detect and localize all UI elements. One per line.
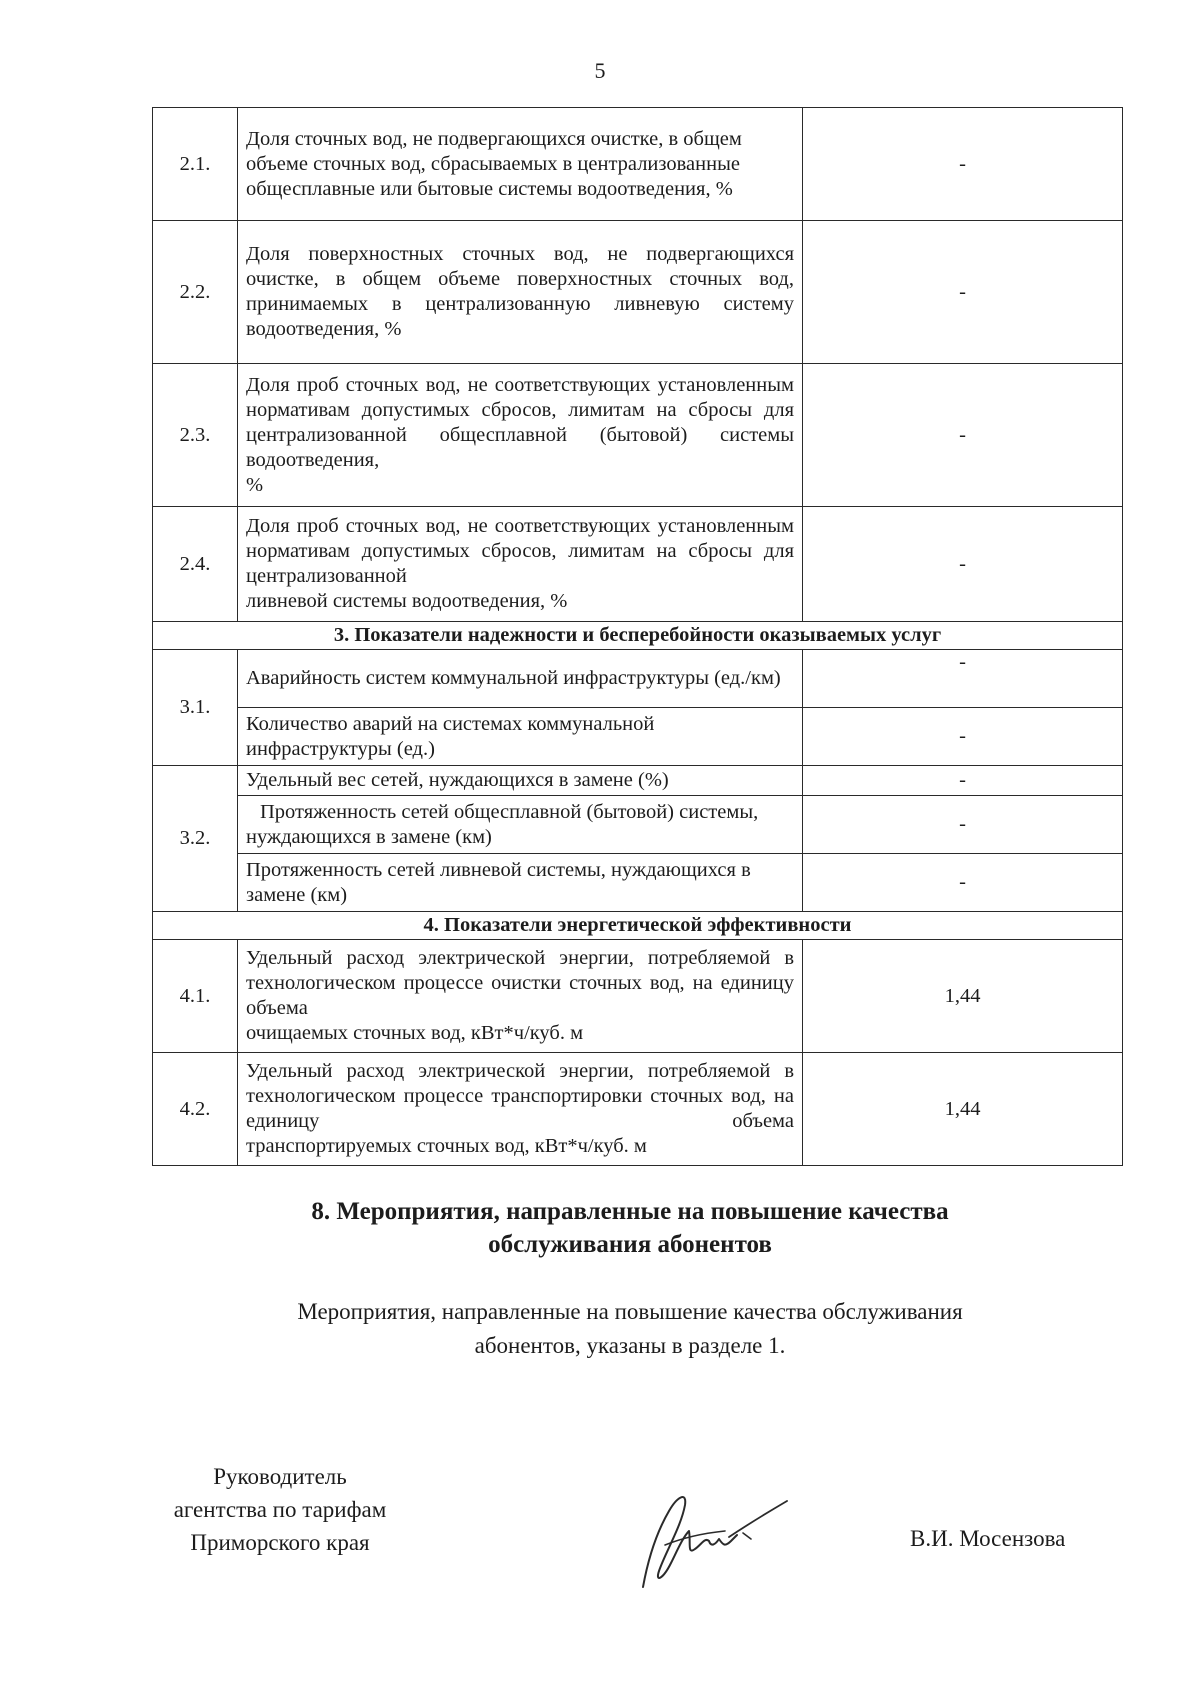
- signer-position-line: агентства по тарифам: [173, 1497, 387, 1522]
- section-header-row: [153, 912, 1123, 940]
- indicator-value: -: [803, 650, 1123, 708]
- indicator-value: -: [803, 507, 1123, 622]
- indicator-value: -: [803, 221, 1123, 364]
- indicator-name-text: Удельный расход электрической энергии, потребляемой в технологическом процессе очистки сточных вод, на единицу объема: [246, 947, 794, 1019]
- row-number: 4.2.: [153, 1053, 238, 1166]
- indicator-name: Удельный вес сетей, нуждающихся в замене (%): [238, 766, 803, 796]
- row-number: 2.3.: [153, 364, 238, 507]
- table-row: [153, 796, 1123, 854]
- signer-name: В.И. Мосензова: [910, 1526, 1066, 1551]
- indicator-name-text: Доля поверхностных сточных вод, не подвергающихся очистке, в общем объеме поверхностных сточных вод, принимаемых в централизованную ливневую систему: [246, 243, 794, 315]
- row-number: 3.2.: [153, 766, 238, 912]
- section-8-heading-line: 8. Мероприятия, направленные на повышение качества: [311, 1198, 949, 1225]
- table-row: [153, 854, 1123, 912]
- indicator-name: [238, 364, 803, 507]
- indicators-table: [152, 107, 1123, 1166]
- indicator-name-last-line: очищаемых сточных вод, кВт*ч/куб. м: [246, 1022, 584, 1044]
- indicator-value: -: [803, 708, 1123, 766]
- table-row: [153, 940, 1123, 1053]
- indicator-value: 1,44: [803, 940, 1123, 1053]
- section-8-heading-line: обслуживания абонентов: [488, 1231, 772, 1258]
- indicator-value: -: [803, 854, 1123, 912]
- indicator-name: Количество аварий на системах коммунальной инфраструктуры (ед.): [238, 708, 803, 766]
- section-8-heading: [150, 1195, 1110, 1261]
- indicator-name: Протяженность сетей ливневой системы, нуждающихся в замене (км): [238, 854, 803, 912]
- row-number: 3.1.: [153, 650, 238, 766]
- indicator-name: [238, 507, 803, 622]
- indicator-name-last-line: транспортируемых сточных вод, кВт*ч/куб. м: [246, 1135, 647, 1157]
- indicator-name: Аварийность систем коммунальной инфраструктуры (ед./км): [238, 650, 803, 708]
- signer-position-line: Руководитель: [213, 1464, 347, 1489]
- indicator-name-text: Удельный расход электрической энергии, потребляемой в технологическом процессе транспортировки сточных вод, на единицу объема: [246, 1060, 794, 1132]
- page-number: 5: [594, 58, 606, 83]
- indicator-name-last-line: ливневой системы водоотведения, %: [246, 590, 568, 612]
- table-row: [153, 221, 1123, 364]
- indicator-value: -: [803, 766, 1123, 796]
- row-number: 4.1.: [153, 940, 238, 1053]
- row-number: 2.1.: [153, 108, 238, 221]
- indicator-name: [238, 940, 803, 1053]
- section-8-text-line: Мероприятия, направленные на повышение качества обслуживания: [297, 1299, 963, 1324]
- signer-position-line: Приморского края: [190, 1530, 370, 1555]
- row-number: 2.2.: [153, 221, 238, 364]
- signer-position: [130, 1460, 430, 1559]
- indicator-name: Протяженность сетей общесплавной (бытовой) системы, нуждающихся в замене (км): [238, 796, 803, 854]
- table-row: [153, 1053, 1123, 1166]
- indicator-name-text: Доля проб сточных вод, не соответствующих установленным нормативам допустимых сбросов, лимитам на сбросы для централизованной общесплавной (бытовой) системы водоотведения,: [246, 373, 794, 471]
- indicator-name-last-line: %: [246, 473, 264, 496]
- section-8-text: [150, 1295, 1110, 1363]
- indicator-name: [238, 1053, 803, 1166]
- table-row: [153, 708, 1123, 766]
- indicator-name: [238, 221, 803, 364]
- section-8-text-line: абонентов, указаны в разделе 1.: [474, 1333, 786, 1358]
- indicator-name: Доля сточных вод, не подвергающихся очистке, в общем объеме сточных вод, сбрасываемых в централизованные общесплавные или бытовые системы водоотведения, %: [238, 108, 803, 221]
- indicator-name-text: Доля проб сточных вод, не соответствующих установленным нормативам допустимых сбросов, лимитам на сбросы для централизованной: [246, 515, 794, 587]
- table-row: [153, 364, 1123, 507]
- indicator-value: -: [803, 364, 1123, 507]
- indicator-value: 1,44: [803, 1053, 1123, 1166]
- table-row: [153, 507, 1123, 622]
- row-number: 2.4.: [153, 507, 238, 622]
- section-header-row: [153, 622, 1123, 650]
- table-row: [153, 108, 1123, 221]
- handwritten-signature: [625, 1475, 795, 1595]
- table-row: [153, 766, 1123, 796]
- section-4-title: 4. Показатели энергетической эффективности: [153, 912, 1123, 940]
- indicator-name-last-line: водоотведения, %: [246, 318, 402, 340]
- indicator-value: -: [803, 796, 1123, 854]
- section-3-title: 3. Показатели надежности и бесперебойности оказываемых услуг: [153, 622, 1123, 650]
- indicator-value: -: [803, 108, 1123, 221]
- table-row: [153, 650, 1123, 708]
